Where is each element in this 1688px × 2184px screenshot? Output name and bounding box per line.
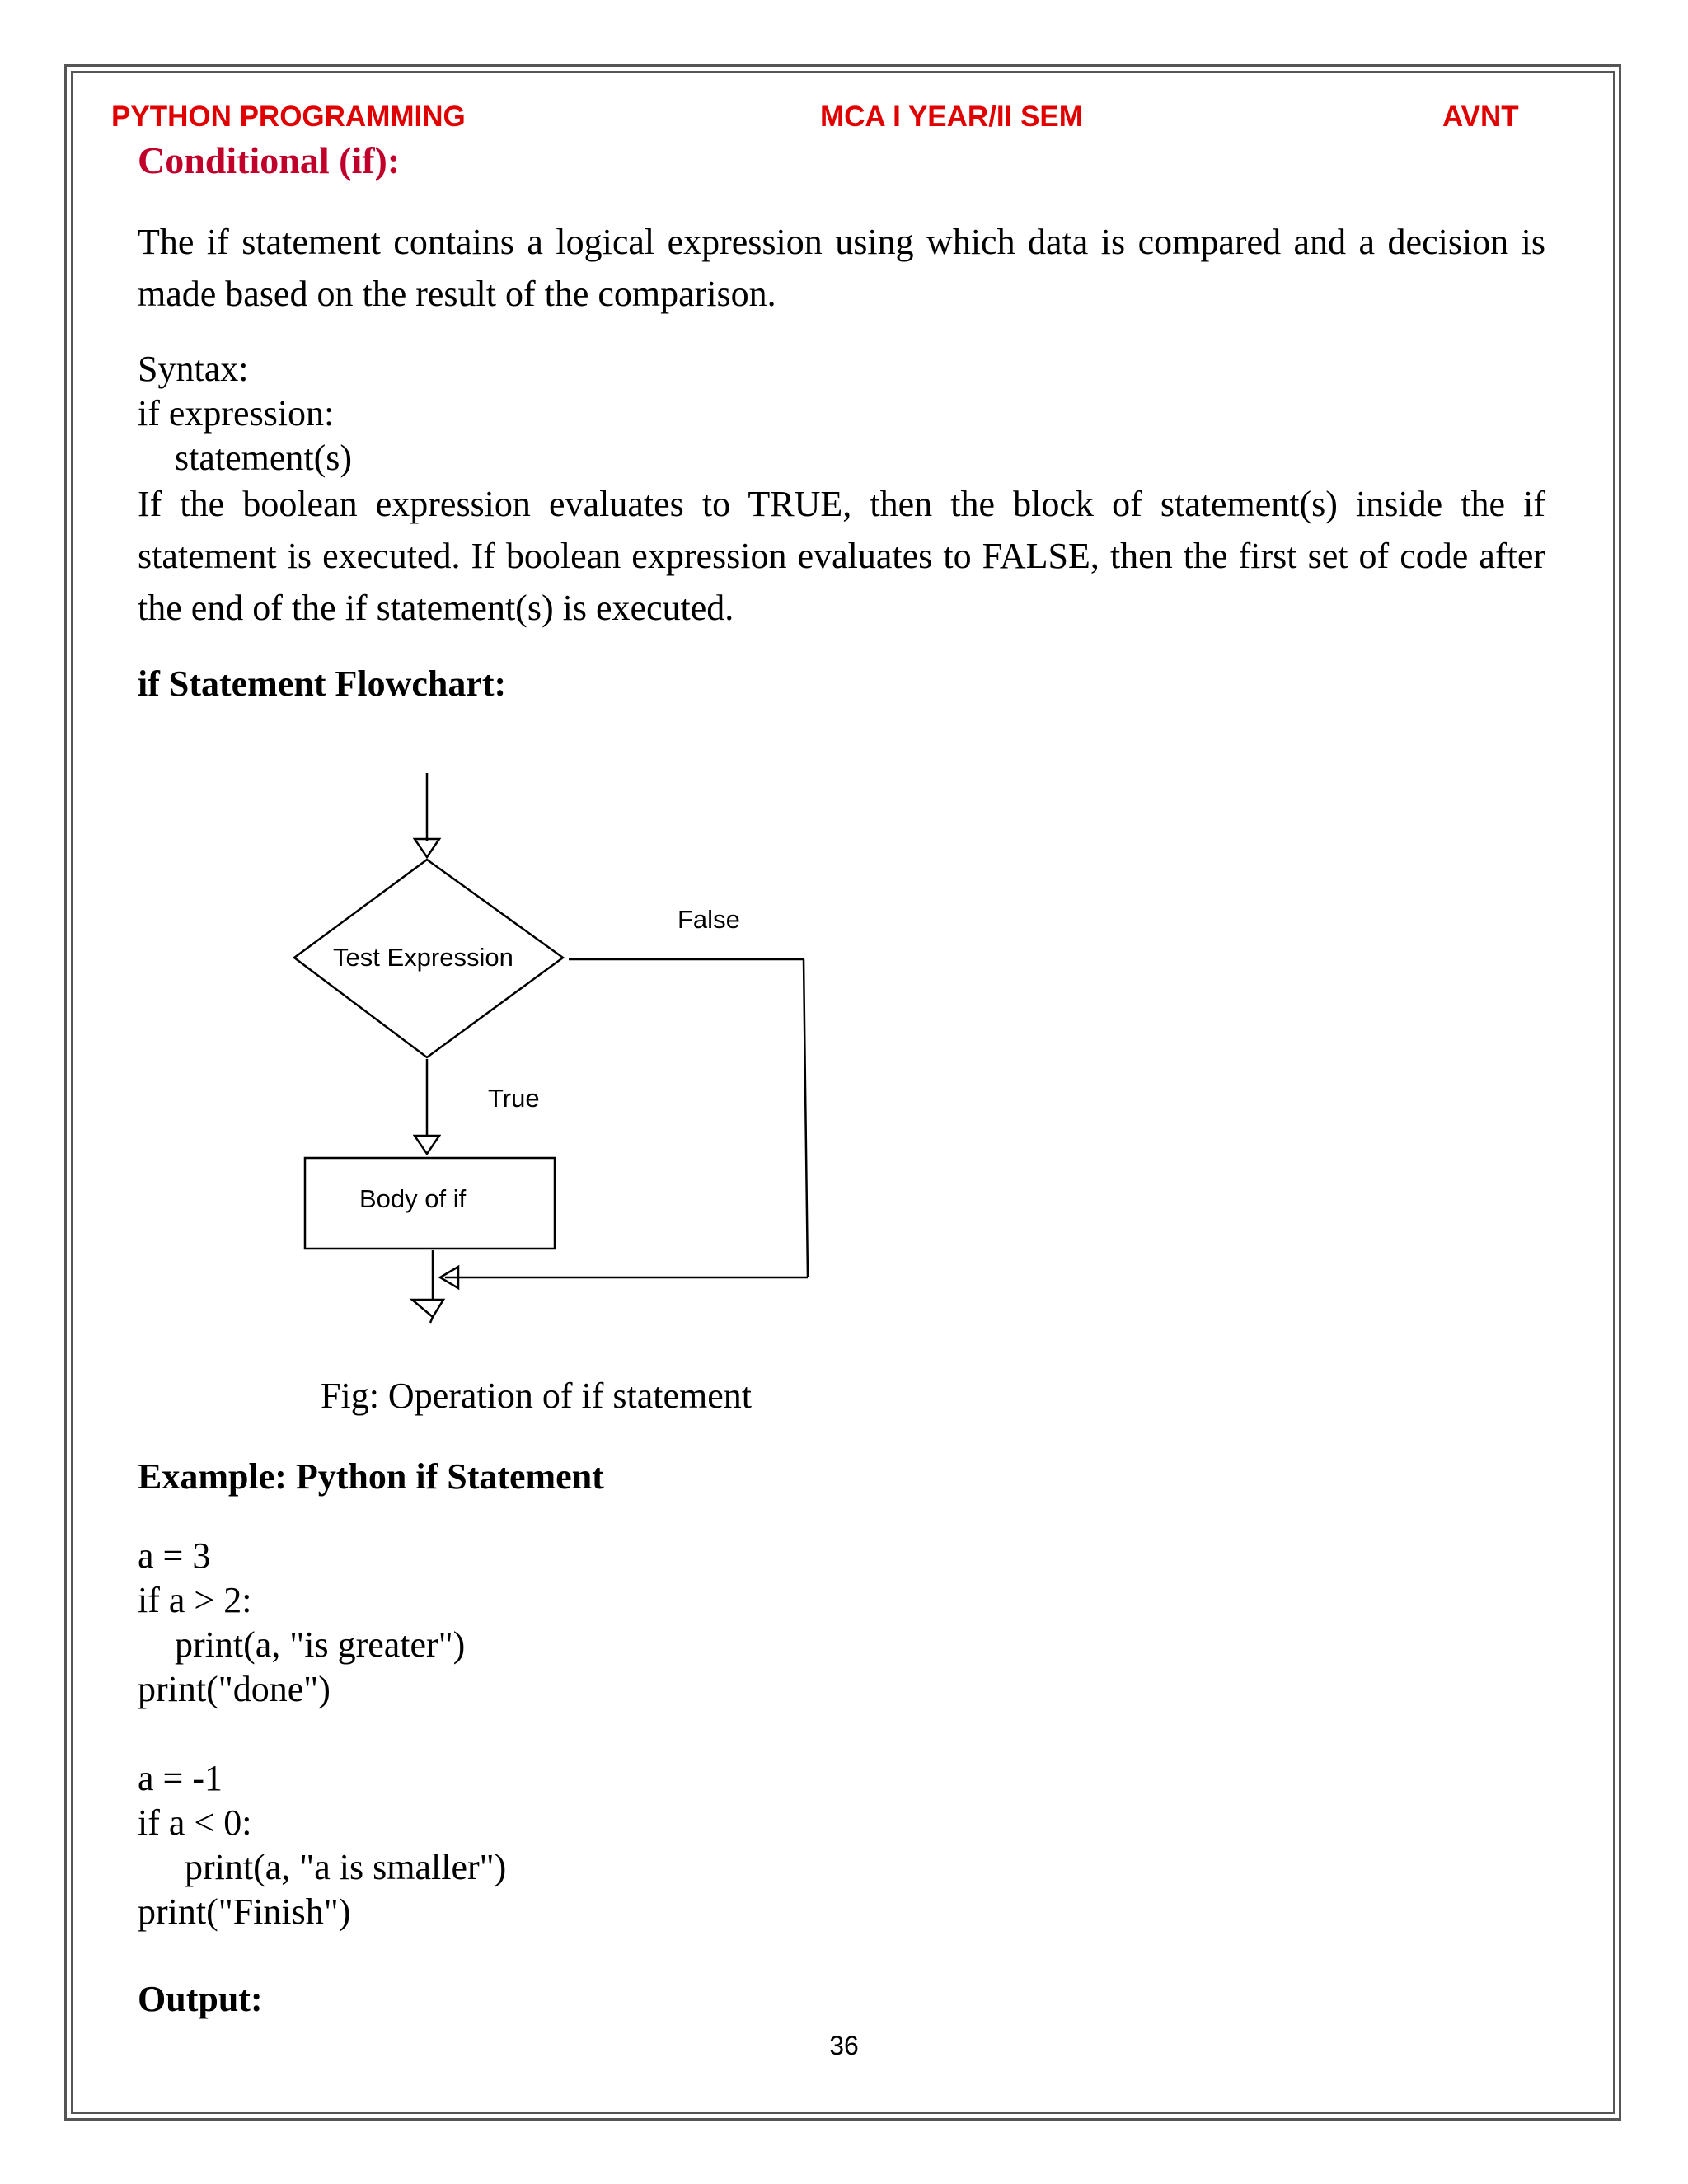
code-line: print("done") bbox=[138, 1669, 331, 1709]
true-label: True bbox=[488, 1084, 540, 1113]
section-title: Conditional (if): bbox=[138, 139, 401, 181]
exit-arrow-head bbox=[412, 1300, 443, 1317]
flowchart-heading: if Statement Flowchart: bbox=[138, 663, 507, 704]
false-branch-line-v bbox=[804, 959, 808, 1277]
code-line: if a > 2: bbox=[138, 1580, 252, 1620]
header-class: MCA I YEAR/II SEM bbox=[820, 101, 1083, 133]
code-line: if a < 0: bbox=[138, 1802, 252, 1843]
decision-label: Test Expression bbox=[333, 943, 513, 972]
entry-arrow-head bbox=[415, 839, 439, 857]
code-line: print(a, "is greater") bbox=[175, 1624, 466, 1665]
example-heading: Example: Python if Statement bbox=[138, 1456, 604, 1497]
syntax-line-2: statement(s) bbox=[175, 438, 353, 478]
code-line: print(a, "a is smaller") bbox=[185, 1847, 507, 1887]
true-arrow-head bbox=[415, 1136, 439, 1154]
figure-caption: Fig: Operation of if statement bbox=[321, 1376, 752, 1416]
code-line: a = -1 bbox=[138, 1758, 223, 1798]
body-label: Body of if bbox=[359, 1184, 467, 1213]
exit-line-tail bbox=[430, 1317, 433, 1323]
intro-paragraph: The if statement contains a logical expression using which data is compared and a decision is made based on the result of the comparison. bbox=[138, 222, 1545, 314]
syntax-label: Syntax: bbox=[138, 349, 249, 389]
header-subject: PYTHON PROGRAMMING bbox=[111, 101, 466, 133]
page-number: 36 bbox=[829, 2031, 859, 2060]
code-line: print("Finish") bbox=[138, 1891, 351, 1932]
false-label: False bbox=[678, 905, 740, 934]
explanation-paragraph: If the boolean expression evaluates to TRUE, then the block of statement(s) inside the if statement is executed. If boolean expression evaluates to FALSE, then the first set of code after the end of the if statement(s) is executed. bbox=[138, 484, 1545, 628]
output-heading: Output: bbox=[138, 1979, 263, 2019]
header-author: AVNT bbox=[1442, 101, 1519, 133]
syntax-line-1: if expression: bbox=[138, 393, 335, 434]
code-line: a = 3 bbox=[138, 1535, 211, 1576]
